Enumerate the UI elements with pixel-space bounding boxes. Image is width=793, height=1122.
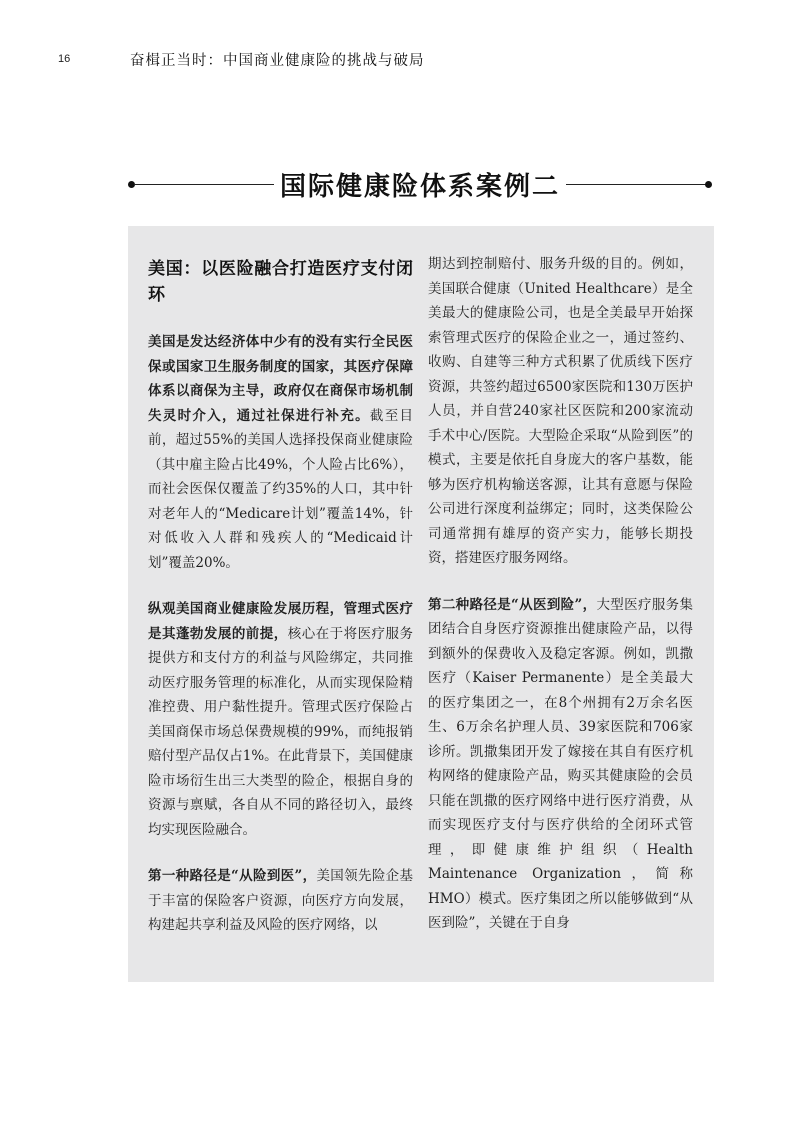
paragraph-bold-lead: 纵观美国商业健康险发展历程，管理式医疗是其蓬勃发展的前提， <box>148 601 413 642</box>
paragraph-path-one <box>148 864 413 938</box>
running-title: 奋楫正当时：中国商业健康险的挑战与破局 <box>130 53 425 69</box>
case-heading: 美国：以医险融合打造医疗支付闭环 <box>148 259 413 305</box>
case-study-panel <box>128 226 714 982</box>
page-number: 16 <box>58 53 71 65</box>
paragraph-managed-care <box>148 597 413 842</box>
paragraph-path-one-cont <box>428 252 693 571</box>
paragraph-bold-lead: 美国是发达经济体中少有的没有实行全民医保或国家卫生服务制度的国家，其医疗保障体系以商保为主导，政府仅在商保市场机制失灵时介入，通过社保进行补充。 <box>148 334 413 424</box>
paragraph-bold-lead: 第二种路径是“从医到险”， <box>428 596 597 613</box>
paragraph-path-two <box>428 593 693 936</box>
left-column <box>148 256 413 960</box>
bullet-dot-right <box>705 181 712 188</box>
paragraph-body: 截至目前，超过55%的美国人选择投保商业健康险（其中雇主险占比49%，个人险占比6%），而社会医保仅覆盖了约35%的人口，其中针对老年人的“Medicare计划”覆盖14%，针对低收入人群和残疾人的“Medicaid计划”覆盖20%。 <box>148 407 414 571</box>
paragraph-bold-lead: 第一种路径是“从险到医”， <box>148 868 317 884</box>
paragraph-overview <box>148 330 413 575</box>
paragraph-body: 核心在于将医疗服务提供方和支付方的利益与风险绑定，共同推动医疗服务管理的标准化，从而实现保险精准控费、用户黏性提升。管理式医疗保险占美国商保市场总保费规模的99%，而纯报销赔付型产品仅占1%。在此背景下，美国健康险市场衍生出三大类型的险企，根据自身的资源与禀赋，各自从不同的路径切入，最终均实现医险融合。 <box>148 625 414 838</box>
rule-right <box>566 184 706 185</box>
right-column <box>428 252 693 958</box>
section-title: 国际健康险体系案例二 <box>279 172 560 202</box>
section-heading-row <box>128 166 712 202</box>
paragraph-body: 大型医疗服务集团结合自身医疗资源推出健康险产品，以得到额外的保费收入及稳定客源。例如，凯撒医疗（Kaiser Permanente）是全美最大的医疗集团之一，在8个州拥有2万余名医生、6万余名护理人员、39家医院和706家诊所。凯撒集团开发了嫁接在其自有医疗机构网络的健康险产品，购买其健康险的会员只能在凯撒的医疗网络中进行医疗消费，从而实现医疗支付与医疗供给的全闭环式管理，即健康维护组织（Health Maintenance Organization，简称HMO）模式。医疗集团之所以能够做到“从医到险”，关键在于自身 <box>428 596 694 931</box>
paragraph-body: 期达到控制赔付、服务升级的目的。例如，美国联合健康（United Healthcare）是全美最大的健康险公司，也是全美最早开始探索管理式医疗的保险企业之一，通过签约、收购、自建等三种方式积累了优质线下医疗资源，共签约超过6500家医院和130万医护人员，并自营240家社区医院和200家流动手术中心/医院。大型险企采取“从险到医”的模式，主要是依托自身庞大的客户基数，能够为医疗机构输送客源，让其有意愿与保险公司进行深度利益绑定；同时，这类保险公司通常拥有雄厚的资产实力，能够长期投资，搭建医疗服务网络。 <box>428 256 693 566</box>
paragraph-body: 美国领先险企基于丰富的保险客户资源，向医疗方向发展，构建起共享利益及风险的医疗网络，以 <box>148 868 414 933</box>
